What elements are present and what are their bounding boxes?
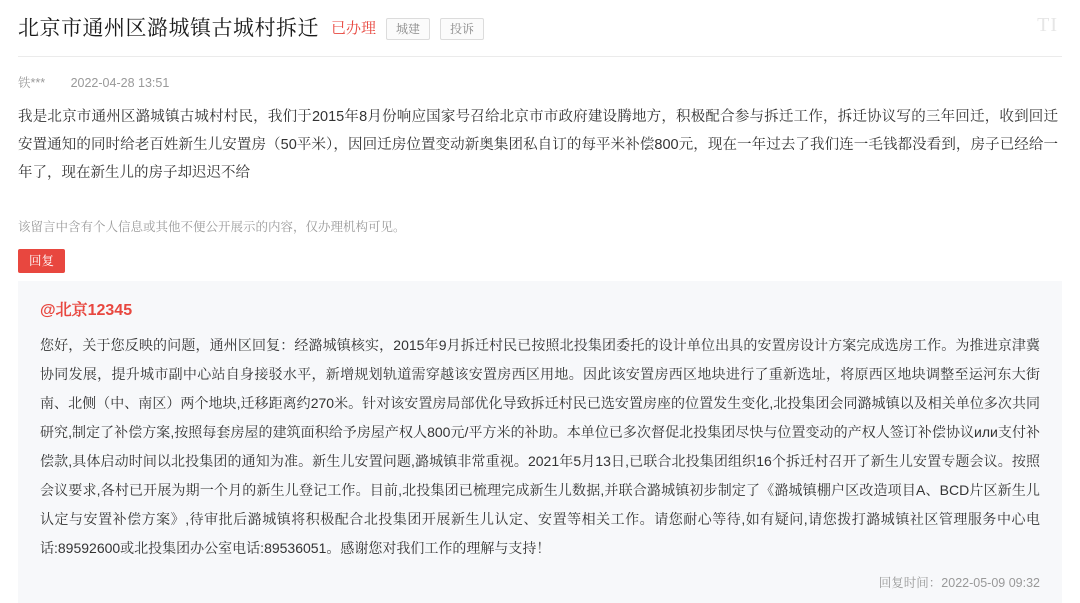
category-tag-1[interactable]: 投诉 — [440, 18, 484, 40]
category-tag-0[interactable]: 城建 — [386, 18, 430, 40]
reply-time-value: 2022-05-09 09:32 — [941, 576, 1040, 590]
reply-author: @北京12345 — [40, 302, 133, 319]
author-name: 铁*** — [18, 76, 46, 90]
reply-label: 回复 — [18, 249, 65, 273]
status-badge: 已办理 — [331, 20, 377, 37]
post-date: 2022-04-28 13:51 — [70, 76, 170, 90]
reply-content: 您好，关于您反映的问题，通州区回复：经潞城镇核实，2015年9月拆迁村民已按照北投集团委托的设计单位出具的安置房设计方案完成选房工作。为推进京津冀协同发展，提升城市副中心站自身接驳水平，新增规划轨道需穿越该安置房西区用地。因此该安置房西区地块进行了重新选址，将原西区地块调整至运河东大街南、北侧（中、南区）两个地块,迁移距离约270米。针对该安置房局部优化导致拆迁村民已选安置房座的位置发生变化,北投集团会同潞城镇以及相关单位多次共同研究,制定了补偿方案,按照每套房屋的建筑面积给予房屋产权人800元/平方米的补助。本单位已多次督促北投集团尽快与位置变动的产权人签订补偿协议или支付补偿款,具体启动时间以北投集团的通知为准。新生儿安置问题,潞城镇非常重视。2021年5月13日,已联合北投集团组织16个拆迁村召开了新生儿安置专题会议。按照会议要求,各村已开展为期一个月的新生儿登记工作。目前,北投集团已梳理完成新生儿数据,并联合潞城镇初步制定了《潞城镇棚户区改造项目A、BCD片区新生儿认定与安置补偿方案》,待审批后潞城镇将积极配合北投集团开展新生儿认定、安置等相关工作。请您耐心等待,如有疑问,请您拨打潞城镇社区管理服务中心电话:89592600或北投集团办公室电话:89536051。感谢您对我们工作的理解与支持！ — [40, 337, 1040, 556]
reply-time — [40, 573, 1040, 591]
reply-time-label: 回复时间： — [878, 576, 942, 590]
page-title: 北京市通州区潞城镇古城村拆迁 — [18, 17, 319, 40]
post-meta — [18, 57, 1062, 103]
reply-box — [18, 281, 1062, 603]
title-row — [18, 14, 1062, 44]
page-header — [18, 0, 1062, 57]
post-content: 我是北京市通州区潞城镇古城村村民，我们于2015年8月份响应国家号召给北京市市政府建设腾地方，积极配合参与拆迁工作，拆迁协议写的三年回迁，收到回迁安置通知的同时给老百姓新生儿安置房（50平米），因回迁房位置变动新奥集团私自订的每平米补偿800元，现在一年过去了我们连一毛钱都没看到，房子已经给一年了，现在新生儿的房子却迟迟不给 — [18, 109, 1058, 181]
privacy-notice: 该留言中含有个人信息或其他不便公开展示的内容，仅办理机构可见。 — [18, 220, 406, 234]
watermark-logo: TI — [1037, 14, 1058, 36]
